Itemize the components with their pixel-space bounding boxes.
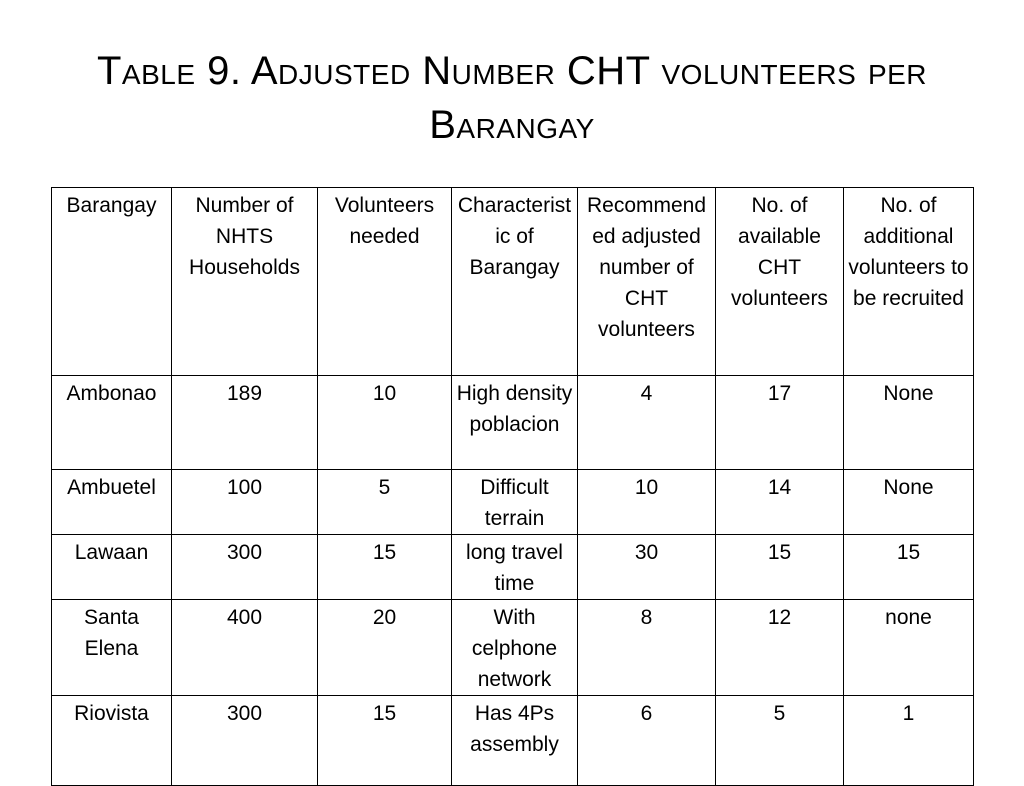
cell-characteristic: Has 4Ps assembly: [452, 696, 578, 786]
cell-available-volunteers: 17: [716, 376, 844, 470]
header-available-volunteers: No. of available CHT volunteers: [716, 188, 844, 376]
cell-nhts-households: 300: [172, 696, 318, 786]
cell-volunteers-needed: 5: [318, 470, 452, 535]
cell-additional-volunteers: None: [844, 470, 974, 535]
cell-additional-volunteers: none: [844, 600, 974, 696]
header-characteristic: Characteristic of Barangay: [452, 188, 578, 376]
cell-barangay: Lawaan: [52, 535, 172, 600]
header-barangay: Barangay: [52, 188, 172, 376]
cell-available-volunteers: 15: [716, 535, 844, 600]
cell-barangay: Ambonao: [52, 376, 172, 470]
header-volunteers-needed: Volunteers needed: [318, 188, 452, 376]
slide-title: Table 9. Adjusted Number CHT volunteers per Barangay: [96, 49, 928, 147]
cell-recommended-adjusted: 10: [578, 470, 716, 535]
cell-available-volunteers: 12: [716, 600, 844, 696]
cell-barangay: Riovista: [52, 696, 172, 786]
cell-characteristic: High density poblacion: [452, 376, 578, 470]
cell-available-volunteers: 5: [716, 696, 844, 786]
cell-recommended-adjusted: 6: [578, 696, 716, 786]
table-row: [52, 376, 974, 470]
cell-available-volunteers: 14: [716, 470, 844, 535]
cell-volunteers-needed: 15: [318, 535, 452, 600]
cell-barangay: Ambuetel: [52, 470, 172, 535]
cell-characteristic: Difficult terrain: [452, 470, 578, 535]
volunteers-table: [51, 187, 974, 786]
cell-additional-volunteers: None: [844, 376, 974, 470]
cell-nhts-households: 300: [172, 535, 318, 600]
cell-recommended-adjusted: 30: [578, 535, 716, 600]
cell-nhts-households: 100: [172, 470, 318, 535]
cell-recommended-adjusted: 8: [578, 600, 716, 696]
cell-nhts-households: 189: [172, 376, 318, 470]
cell-barangay: Santa Elena: [52, 600, 172, 696]
table-row: [52, 696, 974, 786]
cell-characteristic: With celphone network: [452, 600, 578, 696]
table-row: [52, 535, 974, 600]
cell-nhts-households: 400: [172, 600, 318, 696]
table-row: [52, 600, 974, 696]
header-nhts-households: Number of NHTS Households: [172, 188, 318, 376]
cell-additional-volunteers: 1: [844, 696, 974, 786]
cell-volunteers-needed: 15: [318, 696, 452, 786]
header-additional-volunteers: No. of additional volunteers to be recruited: [844, 188, 974, 376]
table-header-row: [52, 188, 974, 376]
header-recommended-adjusted: Recommended adjusted number of CHT volunteers: [578, 188, 716, 376]
cell-additional-volunteers: 15: [844, 535, 974, 600]
cell-volunteers-needed: 20: [318, 600, 452, 696]
cell-recommended-adjusted: 4: [578, 376, 716, 470]
cell-volunteers-needed: 10: [318, 376, 452, 470]
cell-characteristic: long travel time: [452, 535, 578, 600]
table-row: [52, 470, 974, 535]
